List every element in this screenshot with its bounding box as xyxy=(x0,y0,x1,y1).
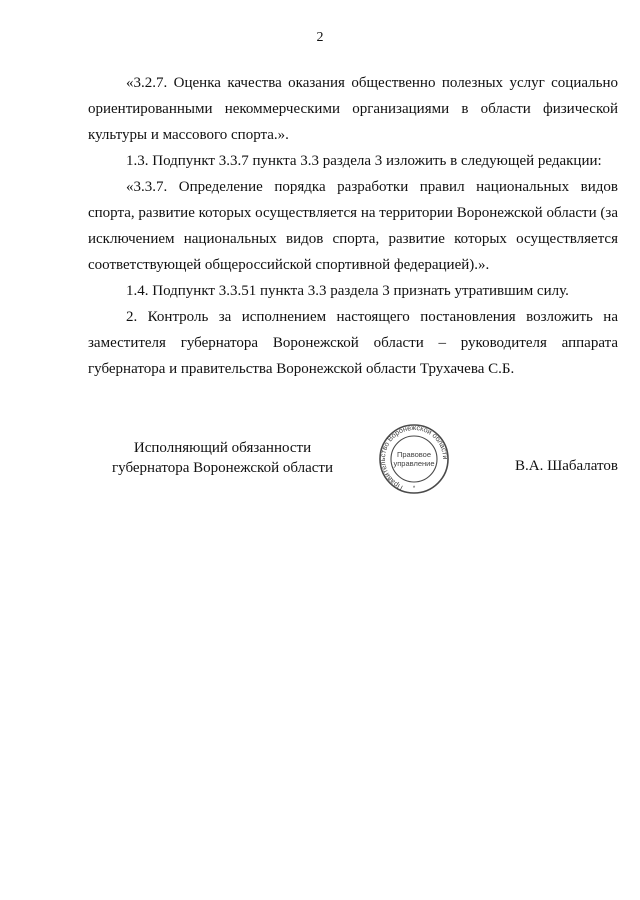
paragraph-3-2-7: «3.2.7. Оценка качества оказания общественно полезных услуг социально ориентированными некоммерческими организациями в области физической культуры и массового спорта.». xyxy=(88,75,618,143)
signatory-title-line-1: Исполняющий обязанности xyxy=(133,440,312,456)
stamp-center-line-1: Правовое xyxy=(396,450,432,459)
signatory-name: В.А. Шабалатов xyxy=(515,458,618,474)
stamp-center-line-2: управление xyxy=(393,459,435,468)
page-number: 2 xyxy=(316,30,324,45)
paragraph-3-3-7: «3.3.7. Определение порядка разработки правил национальных видов спорта, развитие которых осуществляется на территории Воронежской области (за исключением национальных видов спорта, развитие которых осуществляется соответствующей общероссийской спортивной федерацией).». xyxy=(88,179,618,273)
stamp-bottom-mark: * xyxy=(412,486,416,492)
paragraph-1-4: 1.4. Подпункт 3.3.51 пункта 3.3 раздела 3 признать утратившим силу. xyxy=(126,283,569,299)
legal-department-stamp xyxy=(366,424,462,496)
paragraph-2-control: 2. Контроль за исполнением настоящего постановления возложить на заместителя губернатора Воронежской области – руководителя аппарата губернатора и правительства Воронежской области Трухачева С.Б. xyxy=(88,309,618,377)
signatory-title-line-2: губернатора Воронежской области xyxy=(112,460,333,476)
paragraph-1-3: 1.3. Подпункт 3.3.7 пункта 3.3 раздела 3 изложить в следующей редакции: xyxy=(126,153,602,169)
stamp-ring-text: Правительство Воронежской области xyxy=(377,424,451,493)
signatory-title xyxy=(112,438,333,478)
document-body xyxy=(88,70,618,382)
signature-block xyxy=(88,424,618,516)
